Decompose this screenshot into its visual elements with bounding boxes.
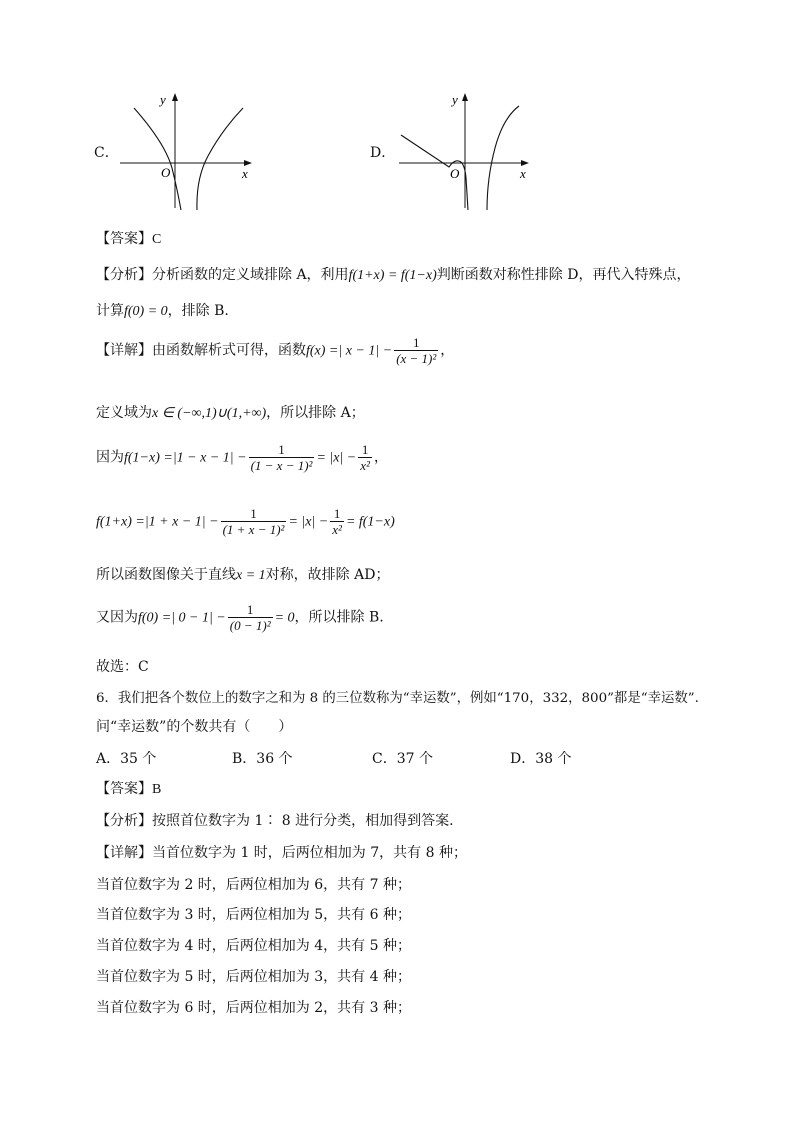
q5-equation-line	[96, 506, 395, 537]
detail-tag: 【详解】	[96, 342, 152, 359]
eq2-mid: = |x| −	[288, 514, 329, 530]
domain-text-b: ，所以排除 A；	[266, 405, 365, 421]
q6-detail-line6: 当首位数字为 6 时，后两位相加为 2，共有 3 种；	[96, 1000, 411, 1016]
q6-answer	[96, 780, 161, 799]
also-mid: = 0	[274, 610, 295, 626]
analysis-formula-2: f(0) = 0	[124, 304, 168, 319]
q5-also-line	[96, 602, 384, 633]
also-lhs: f(0) =| 0 − 1| −	[138, 610, 226, 626]
answer-tag: 【答案】	[96, 231, 152, 247]
sym-text-b: 对称，故排除 AD；	[265, 567, 390, 583]
analysis-tag: 【分析】	[96, 813, 152, 829]
q5-symmetry-line	[96, 566, 389, 585]
domain-text-a: 定义域为	[96, 405, 152, 421]
because-fraction-2: $\frac{1}{\text{x²}}$	[360, 442, 370, 473]
q5-domain-line	[96, 404, 365, 423]
q6-detail-line2: 当首位数字为 2 时，后两位相加为 6，共有 7 种；	[96, 877, 411, 893]
analysis-text-d: ，排除 B.	[167, 303, 229, 319]
also-fraction: $\frac{1}{\text{(0 − 1)²}}$	[229, 602, 271, 633]
answer-value: B	[152, 782, 162, 797]
q5-analysis-line1	[96, 266, 690, 285]
analysis-text: 按照首位数字为 1∶ 8 进行分类，相加得到答案.	[152, 813, 454, 829]
answer-value: C	[152, 232, 162, 247]
detail-end: ，	[440, 342, 455, 359]
because-lhs: f(1−x) =|1 − x − 1| −	[124, 450, 247, 466]
graph-c	[120, 88, 260, 213]
because-text: 因为	[96, 449, 124, 466]
graph-d-right-branch	[487, 106, 519, 210]
graph-d-y-label: y	[452, 92, 458, 107]
q5-answer	[96, 230, 161, 249]
q5-detail-line1	[96, 335, 454, 366]
eq2-fraction: $\frac{1}{\text{(1 + x − 1)²}}$	[222, 506, 285, 537]
graph-d	[395, 88, 535, 213]
eq2-end: = f(1−x)	[345, 514, 395, 530]
detail-text: 当首位数字为 1 时，后两位相加为 7，共有 8 种；	[152, 845, 467, 861]
because-end: ，	[373, 449, 388, 466]
detail-tag: 【详解】	[96, 845, 152, 861]
q5-analysis-line2	[96, 302, 229, 321]
detail-text: 由函数解析式可得，函数	[152, 342, 306, 359]
q6-stem-line2: 问“幸运数”的个数共有（ ）	[96, 719, 293, 735]
q6-option-d: D．38 个	[510, 751, 572, 767]
analysis-text-a: 分析函数的定义域排除 A，利用	[152, 267, 349, 283]
because-fraction: $\frac{1}{\text{(1 − x − 1)²}}$	[250, 442, 313, 473]
eq2-lhs: f(1+x) =|1 + x − 1| −	[96, 514, 219, 530]
graph-c-x-label: x	[242, 166, 248, 181]
graph-d-x-label: x	[520, 166, 526, 181]
q5-because-line	[96, 442, 388, 473]
q6-detail-line4: 当首位数字为 4 时，后两位相加为 4，共有 5 种；	[96, 938, 411, 954]
because-mid: = |x| −	[316, 450, 357, 466]
also-text: 又因为	[96, 609, 138, 626]
graph-c-origin-label: O	[161, 165, 171, 180]
eq2-fraction-2: $\frac{1}{\text{x²}}$	[332, 506, 342, 537]
q6-option-c: C．37 个	[372, 751, 433, 767]
domain-formula: x ∈ (−∞,1)∪(1,+∞)	[152, 406, 267, 421]
also-text-b: ，所以排除 B.	[294, 609, 384, 626]
q6-option-b: B．36 个	[232, 751, 293, 767]
graph-c-right-branch	[197, 108, 243, 210]
detail-fraction: $\frac{1}{\text{(x − 1)²}}$	[396, 335, 437, 366]
analysis-text-c: 计算	[96, 303, 124, 319]
analysis-formula: f(1+x) = f(1−x)	[348, 268, 437, 283]
q6-stem-line1: 6．我们把各个数位上的数字之和为 8 的三位数称为“幸运数”，例如“170，332，800”都是“幸运数”.	[96, 691, 699, 706]
graph-d-y-arrow	[462, 93, 468, 101]
graph-c-left-branch	[134, 108, 181, 210]
sym-text-a: 所以函数图像关于直线	[96, 567, 236, 583]
q6-detail-line1	[96, 844, 467, 862]
detail-formula-lhs: f(x) =| x − 1| −	[306, 343, 393, 359]
q6-option-a: A．35 个	[96, 751, 157, 767]
analysis-tag: 【分析】	[96, 267, 152, 283]
q6-detail-line5: 当首位数字为 5 时，后两位相加为 3，共有 4 种；	[96, 969, 411, 985]
graph-d-origin-label: O	[450, 166, 460, 181]
option-c-label: C．	[94, 145, 119, 161]
analysis-text-b: 判断函数对称性排除 D，再代入特殊点，	[436, 267, 691, 283]
q5-choose-line: 故选：C	[96, 659, 149, 675]
sym-formula: x = 1	[236, 568, 266, 583]
graph-c-y-arrow	[172, 93, 178, 101]
answer-tag: 【答案】	[96, 781, 152, 797]
graph-c-y-label: y	[160, 92, 166, 107]
q6-detail-line3: 当首位数字为 3 时，后两位相加为 5，共有 6 种；	[96, 907, 411, 923]
q6-analysis	[96, 812, 454, 830]
option-d-label: D．	[370, 145, 396, 161]
